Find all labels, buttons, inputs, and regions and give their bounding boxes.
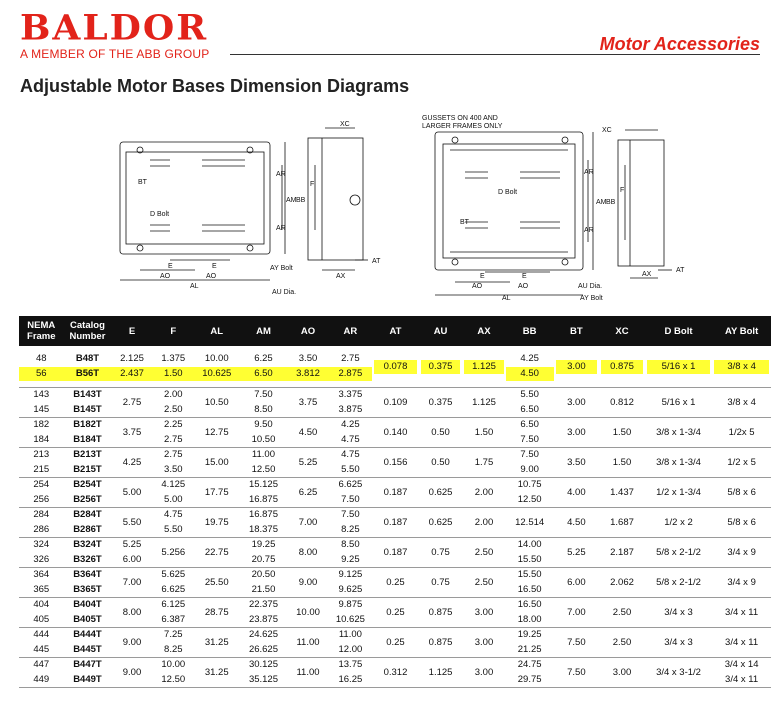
column-header: AY Bolt bbox=[712, 316, 771, 346]
cell-bt: 7.00 bbox=[554, 598, 600, 628]
cell-bb: 4.25 4.50 bbox=[506, 346, 554, 388]
cell-at: 0.078 bbox=[372, 346, 419, 388]
cell-bt: 3.00 bbox=[554, 346, 600, 388]
cell-ar: 2.75 2.875 bbox=[329, 346, 372, 388]
cell-bb: 19.25 21.25 bbox=[506, 628, 554, 658]
cell-ar: 9.875 10.625 bbox=[329, 598, 372, 628]
cell-at: 0.25 bbox=[372, 568, 419, 598]
cell-au: 0.875 bbox=[419, 598, 462, 628]
cell-ar: 11.00 12.00 bbox=[329, 628, 372, 658]
column-header: AX bbox=[462, 316, 505, 346]
label-r-d-bolt: D Bolt bbox=[498, 189, 518, 196]
cell-al: 10.50 bbox=[194, 388, 240, 418]
cell-frame: 213 215 bbox=[19, 448, 64, 478]
label-f: F bbox=[310, 181, 315, 188]
cell-au: 0.625 bbox=[419, 508, 462, 538]
cell-bt: 7.50 bbox=[554, 658, 600, 688]
cell-bb: 5.50 6.50 bbox=[506, 388, 554, 418]
cell-d-bolt: 5/8 x 2-1/2 bbox=[645, 568, 712, 598]
cell-ax: 3.00 bbox=[462, 628, 505, 658]
table-row bbox=[19, 508, 771, 538]
cell-f: 10.00 12.50 bbox=[153, 658, 194, 688]
cell-am: 15.125 16.875 bbox=[240, 478, 288, 508]
cell-e: 3.75 bbox=[111, 418, 152, 448]
cell-bb: 12.514 bbox=[506, 508, 554, 538]
label-ax: AX bbox=[336, 273, 346, 280]
cell-ar: 3.375 3.875 bbox=[329, 388, 372, 418]
cell-frame: 48 56 bbox=[19, 346, 64, 388]
cell-au: 0.75 bbox=[419, 568, 462, 598]
table-row bbox=[19, 346, 771, 388]
cell-ar: 7.50 8.25 bbox=[329, 508, 372, 538]
cell-catalog: B48T B56T bbox=[64, 346, 112, 388]
cell-d-bolt: 1/2 x 2 bbox=[645, 508, 712, 538]
label-r-e-1: E bbox=[480, 273, 485, 280]
cell-ay-bolt: 3/8 x 4 bbox=[712, 346, 771, 388]
cell-ar: 4.75 5.50 bbox=[329, 448, 372, 478]
label-r-xc: XC bbox=[602, 127, 612, 134]
label-at: AT bbox=[372, 258, 381, 265]
label-ar-top: AR bbox=[276, 171, 286, 178]
cell-e: 5.00 bbox=[111, 478, 152, 508]
cell-catalog: B447T B449T bbox=[64, 658, 112, 688]
cell-am: 7.50 8.50 bbox=[240, 388, 288, 418]
cell-ar: 13.75 16.25 bbox=[329, 658, 372, 688]
cell-bt: 3.50 bbox=[554, 448, 600, 478]
cell-d-bolt: 3/4 x 3-1/2 bbox=[645, 658, 712, 688]
cell-ax: 1.75 bbox=[462, 448, 505, 478]
cell-ao: 11.00 bbox=[287, 658, 328, 688]
label-r-ar-top: AR bbox=[584, 169, 594, 176]
cell-ax: 2.00 bbox=[462, 478, 505, 508]
cell-am: 20.50 21.50 bbox=[240, 568, 288, 598]
label-e-2: E bbox=[212, 263, 217, 270]
cell-e: 7.00 bbox=[111, 568, 152, 598]
cell-e: 4.25 bbox=[111, 448, 152, 478]
cell-e: 5.50 bbox=[111, 508, 152, 538]
column-header: NEMA Frame bbox=[19, 316, 64, 346]
page-title: Adjustable Motor Bases Dimension Diagrams bbox=[20, 76, 410, 96]
cell-xc: 2.187 bbox=[599, 538, 645, 568]
cell-e: 9.00 bbox=[111, 628, 152, 658]
label-r-bb: BB bbox=[606, 199, 616, 206]
cell-ax: 1.50 bbox=[462, 418, 505, 448]
cell-xc: 3.00 bbox=[599, 658, 645, 688]
cell-al: 15.00 bbox=[194, 448, 240, 478]
label-r-ao-2: AO bbox=[518, 283, 529, 290]
label-ay-bolt: AY Bolt bbox=[270, 265, 293, 272]
column-header: AO bbox=[287, 316, 328, 346]
cell-bt: 7.50 bbox=[554, 628, 600, 658]
cell-bb: 14.00 15.50 bbox=[506, 538, 554, 568]
label-e-1: E bbox=[168, 263, 173, 270]
cell-xc: 2.50 bbox=[599, 628, 645, 658]
dimension-diagrams bbox=[110, 110, 710, 310]
cell-catalog: B254T B256T bbox=[64, 478, 112, 508]
cell-at: 0.25 bbox=[372, 598, 419, 628]
cell-ay-bolt: 5/8 x 6 bbox=[712, 478, 771, 508]
cell-frame: 143 145 bbox=[19, 388, 64, 418]
cell-at: 0.187 bbox=[372, 478, 419, 508]
cell-bb: 15.50 16.50 bbox=[506, 568, 554, 598]
cell-ax: 3.00 bbox=[462, 598, 505, 628]
cell-au: 0.50 bbox=[419, 418, 462, 448]
cell-au: 0.375 bbox=[419, 388, 462, 418]
cell-frame: 324 326 bbox=[19, 538, 64, 568]
cell-at: 0.156 bbox=[372, 448, 419, 478]
cell-catalog: B324T B326T bbox=[64, 538, 112, 568]
cell-f: 5.256 bbox=[153, 538, 194, 568]
cell-e: 2.125 2.437 bbox=[111, 346, 152, 388]
label-r-at: AT bbox=[676, 267, 685, 274]
cell-xc: 2.50 bbox=[599, 598, 645, 628]
cell-au: 1.125 bbox=[419, 658, 462, 688]
cell-f: 4.125 5.00 bbox=[153, 478, 194, 508]
cell-at: 0.25 bbox=[372, 628, 419, 658]
cell-ar: 6.625 7.50 bbox=[329, 478, 372, 508]
label-r-ar-bottom: AR bbox=[584, 227, 594, 234]
cell-xc: 1.50 bbox=[599, 448, 645, 478]
table-row bbox=[19, 658, 771, 688]
cell-e: 8.00 bbox=[111, 598, 152, 628]
column-header: AR bbox=[329, 316, 372, 346]
cell-f: 4.75 5.50 bbox=[153, 508, 194, 538]
cell-frame: 447 449 bbox=[19, 658, 64, 688]
label-r-au-dia: AU Dia. bbox=[578, 283, 603, 290]
cell-xc: 0.812 bbox=[599, 388, 645, 418]
cell-f: 7.25 8.25 bbox=[153, 628, 194, 658]
cell-at: 0.187 bbox=[372, 508, 419, 538]
cell-ao: 6.25 bbox=[287, 478, 328, 508]
baldor-logo bbox=[20, 10, 209, 61]
cell-ao: 4.50 bbox=[287, 418, 328, 448]
label-r-am: AM bbox=[596, 199, 607, 206]
label-r-f: F bbox=[620, 187, 625, 194]
diagram-gussets-note-2: LARGER FRAMES ONLY bbox=[422, 123, 503, 130]
diagram-right-top-view bbox=[435, 130, 672, 295]
cell-ay-bolt: 3/4 x 9 bbox=[712, 568, 771, 598]
label-am: AM bbox=[286, 197, 297, 204]
table-row bbox=[19, 538, 771, 568]
cell-am: 16.875 18.375 bbox=[240, 508, 288, 538]
cell-al: 28.75 bbox=[194, 598, 240, 628]
cell-bb: 16.50 18.00 bbox=[506, 598, 554, 628]
label-r-bt: BT bbox=[460, 219, 469, 226]
cell-am: 30.125 35.125 bbox=[240, 658, 288, 688]
cell-al: 12.75 bbox=[194, 418, 240, 448]
cell-ao: 10.00 bbox=[287, 598, 328, 628]
label-xc: XC bbox=[340, 121, 350, 128]
cell-e: 5.25 6.00 bbox=[111, 538, 152, 568]
cell-f: 1.375 1.50 bbox=[153, 346, 194, 388]
cell-d-bolt: 3/8 x 1-3/4 bbox=[645, 448, 712, 478]
cell-e: 9.00 bbox=[111, 658, 152, 688]
label-ao-1: AO bbox=[160, 273, 171, 280]
cell-catalog: B404T B405T bbox=[64, 598, 112, 628]
cell-ay-bolt: 1/2 x 5 bbox=[712, 448, 771, 478]
cell-ar: 9.125 9.625 bbox=[329, 568, 372, 598]
cell-catalog: B143T B145T bbox=[64, 388, 112, 418]
cell-am: 9.50 10.50 bbox=[240, 418, 288, 448]
cell-bt: 4.00 bbox=[554, 478, 600, 508]
cell-bb: 24.75 29.75 bbox=[506, 658, 554, 688]
cell-d-bolt: 5/16 x 1 bbox=[645, 346, 712, 388]
cell-xc: 1.687 bbox=[599, 508, 645, 538]
cell-ay-bolt: 3/4 x 9 bbox=[712, 538, 771, 568]
table-header-row bbox=[19, 316, 771, 346]
label-r-ax: AX bbox=[642, 271, 652, 278]
cell-d-bolt: 3/8 x 1-3/4 bbox=[645, 418, 712, 448]
cell-al: 22.75 bbox=[194, 538, 240, 568]
cell-bt: 3.00 bbox=[554, 388, 600, 418]
label-r-ao-1: AO bbox=[472, 283, 483, 290]
section-title: Motor Accessories bbox=[599, 34, 760, 54]
table-row bbox=[19, 628, 771, 658]
cell-al: 19.75 bbox=[194, 508, 240, 538]
cell-frame: 364 365 bbox=[19, 568, 64, 598]
dimensions-table bbox=[19, 316, 771, 688]
cell-al: 10.00 10.625 bbox=[194, 346, 240, 388]
cell-ao: 7.00 bbox=[287, 508, 328, 538]
cell-au: 0.50 bbox=[419, 448, 462, 478]
cell-at: 0.109 bbox=[372, 388, 419, 418]
table-row bbox=[19, 478, 771, 508]
cell-frame: 254 256 bbox=[19, 478, 64, 508]
cell-ar: 8.50 9.25 bbox=[329, 538, 372, 568]
column-header: Catalog Number bbox=[64, 316, 112, 346]
cell-at: 0.312 bbox=[372, 658, 419, 688]
cell-ay-bolt: 5/8 x 6 bbox=[712, 508, 771, 538]
cell-f: 6.125 6.387 bbox=[153, 598, 194, 628]
cell-am: 24.625 26.625 bbox=[240, 628, 288, 658]
label-d-bolt: D Bolt bbox=[150, 211, 170, 218]
cell-d-bolt: 5/8 x 2-1/2 bbox=[645, 538, 712, 568]
column-header: BB bbox=[506, 316, 554, 346]
cell-bt: 5.25 bbox=[554, 538, 600, 568]
cell-catalog: B284T B286T bbox=[64, 508, 112, 538]
cell-ax: 3.00 bbox=[462, 658, 505, 688]
cell-xc: 1.50 bbox=[599, 418, 645, 448]
cell-f: 2.25 2.75 bbox=[153, 418, 194, 448]
cell-ax: 2.00 bbox=[462, 508, 505, 538]
cell-am: 6.25 6.50 bbox=[240, 346, 288, 388]
cell-ay-bolt: 3/4 x 11 bbox=[712, 628, 771, 658]
diagram-left-top-view bbox=[120, 128, 368, 280]
cell-ao: 3.75 bbox=[287, 388, 328, 418]
cell-au: 0.75 bbox=[419, 538, 462, 568]
cell-e: 2.75 bbox=[111, 388, 152, 418]
cell-ao: 8.00 bbox=[287, 538, 328, 568]
label-r-al: AL bbox=[502, 295, 511, 302]
cell-frame: 284 286 bbox=[19, 508, 64, 538]
column-header: BT bbox=[554, 316, 600, 346]
cell-catalog: B213T B215T bbox=[64, 448, 112, 478]
cell-bb: 7.50 9.00 bbox=[506, 448, 554, 478]
cell-am: 19.25 20.75 bbox=[240, 538, 288, 568]
cell-am: 11.00 12.50 bbox=[240, 448, 288, 478]
cell-frame: 404 405 bbox=[19, 598, 64, 628]
cell-ax: 2.50 bbox=[462, 568, 505, 598]
cell-at: 0.187 bbox=[372, 538, 419, 568]
column-header: AM bbox=[240, 316, 288, 346]
label-ar-bottom: AR bbox=[276, 225, 286, 232]
cell-al: 31.25 bbox=[194, 658, 240, 688]
cell-al: 17.75 bbox=[194, 478, 240, 508]
table-row bbox=[19, 448, 771, 478]
cell-bb: 6.50 7.50 bbox=[506, 418, 554, 448]
cell-catalog: B364T B365T bbox=[64, 568, 112, 598]
cell-bb: 10.75 12.50 bbox=[506, 478, 554, 508]
cell-ar: 4.25 4.75 bbox=[329, 418, 372, 448]
cell-bt: 3.00 bbox=[554, 418, 600, 448]
column-header: E bbox=[111, 316, 152, 346]
cell-ay-bolt: 3/8 x 4 bbox=[712, 388, 771, 418]
cell-al: 25.50 bbox=[194, 568, 240, 598]
label-al: AL bbox=[190, 283, 199, 290]
column-header: XC bbox=[599, 316, 645, 346]
cell-catalog: B444T B445T bbox=[64, 628, 112, 658]
column-header: AT bbox=[372, 316, 419, 346]
cell-bt: 6.00 bbox=[554, 568, 600, 598]
cell-au: 0.375 bbox=[419, 346, 462, 388]
label-r-ay-bolt: AY Bolt bbox=[580, 295, 603, 302]
cell-ay-bolt: 1/2x 5 bbox=[712, 418, 771, 448]
cell-d-bolt: 3/4 x 3 bbox=[645, 628, 712, 658]
cell-xc: 2.062 bbox=[599, 568, 645, 598]
cell-au: 0.875 bbox=[419, 628, 462, 658]
table-row bbox=[19, 418, 771, 448]
cell-ay-bolt: 3/4 x 11 bbox=[712, 598, 771, 628]
cell-f: 5.625 6.625 bbox=[153, 568, 194, 598]
cell-f: 2.00 2.50 bbox=[153, 388, 194, 418]
label-ao-2: AO bbox=[206, 273, 217, 280]
cell-frame: 182 184 bbox=[19, 418, 64, 448]
diagram-gussets-note-1: GUSSETS ON 400 AND bbox=[422, 115, 498, 122]
column-header: F bbox=[153, 316, 194, 346]
table-row bbox=[19, 598, 771, 628]
cell-ay-bolt: 3/4 x 14 3/4 x 11 bbox=[712, 658, 771, 688]
cell-at: 0.140 bbox=[372, 418, 419, 448]
column-header: AL bbox=[194, 316, 240, 346]
label-bb: BB bbox=[296, 197, 306, 204]
cell-ao: 3.50 3.812 bbox=[287, 346, 328, 388]
label-r-e-2: E bbox=[522, 273, 527, 280]
cell-bt: 4.50 bbox=[554, 508, 600, 538]
cell-d-bolt: 1/2 x 1-3/4 bbox=[645, 478, 712, 508]
cell-ax: 1.125 bbox=[462, 388, 505, 418]
cell-d-bolt: 5/16 x 1 bbox=[645, 388, 712, 418]
table-row bbox=[19, 568, 771, 598]
label-au-dia: AU Dia. bbox=[272, 289, 297, 296]
cell-ao: 5.25 bbox=[287, 448, 328, 478]
cell-am: 22.375 23.875 bbox=[240, 598, 288, 628]
cell-al: 31.25 bbox=[194, 628, 240, 658]
cell-frame: 444 445 bbox=[19, 628, 64, 658]
cell-ax: 1.125 bbox=[462, 346, 505, 388]
cell-xc: 1.437 bbox=[599, 478, 645, 508]
cell-ao: 9.00 bbox=[287, 568, 328, 598]
logo-wordmark: BALDOR bbox=[20, 8, 209, 48]
cell-catalog: B182T B184T bbox=[64, 418, 112, 448]
cell-ao: 11.00 bbox=[287, 628, 328, 658]
column-header: D Bolt bbox=[645, 316, 712, 346]
cell-ax: 2.50 bbox=[462, 538, 505, 568]
cell-f: 2.75 3.50 bbox=[153, 448, 194, 478]
table-row bbox=[19, 388, 771, 418]
label-bt: BT bbox=[138, 179, 147, 186]
cell-au: 0.625 bbox=[419, 478, 462, 508]
cell-d-bolt: 3/4 x 3 bbox=[645, 598, 712, 628]
column-header: AU bbox=[419, 316, 462, 346]
cell-xc: 0.875 bbox=[599, 346, 645, 388]
logo-tagline: A MEMBER OF THE ABB GROUP bbox=[20, 47, 210, 61]
